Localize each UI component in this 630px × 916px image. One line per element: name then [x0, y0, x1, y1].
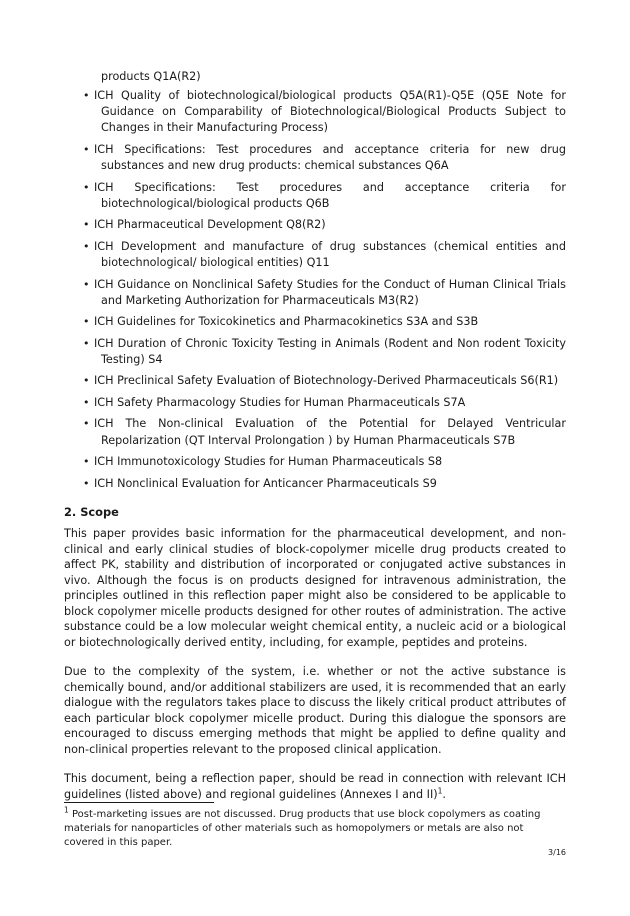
- bullet-icon: •: [83, 180, 90, 194]
- footnote-text: Post-marketing issues are not discussed. Drug products that use block copolymers as coating materials for nanoparticles of other materials such as homopolymers or metals are also not covered in this paper.: [64, 809, 541, 848]
- scope-paragraph-3-text: This document, being a reflection paper, should be read in connection with relevant ICH guidelines (listed above) and regional guidelines (Annexes I and II): [64, 772, 566, 801]
- reference-text: ICH Quality of biotechnological/biological products Q5A(R1)-Q5E (Q5E Note for Guidance on Comparability of Biotechnological/Biological Products Subject to Changes in their Manufacturing Process): [94, 89, 566, 135]
- reference-list: [64, 88, 566, 497]
- reference-text: ICH Specifications: Test procedures and acceptance criteria for biotechnological/biological products Q6B: [94, 180, 566, 210]
- bullet-icon: •: [83, 218, 90, 232]
- reference-text: ICH Immunotoxicology Studies for Human Pharmaceuticals S8: [94, 455, 443, 469]
- reference-item: [64, 336, 566, 368]
- bullet-icon: •: [83, 417, 90, 431]
- scope-paragraph-3: [64, 771, 566, 802]
- bullet-icon: •: [83, 239, 90, 253]
- reference-item: [64, 88, 566, 137]
- reference-text: ICH Preclinical Safety Evaluation of Biotechnology-Derived Pharmaceuticals S6(R1): [94, 374, 559, 388]
- reference-text: ICH Guidelines for Toxicokinetics and Pharmacokinetics S3A and S3B: [94, 315, 479, 329]
- reference-item: [64, 217, 566, 233]
- page-number: 3/16: [548, 848, 566, 857]
- bullet-icon: •: [83, 336, 90, 350]
- bullet-icon: •: [83, 455, 90, 469]
- reference-text: ICH Guidance on Nonclinical Safety Studies for the Conduct of Human Clinical Trials and Marketing Authorization for Pharmaceuticals M3(R2): [94, 277, 566, 307]
- reference-text: ICH The Non-clinical Evaluation of the Potential for Delayed Ventricular Repolarization (QT Interval Prolongation ) by Human Pharmaceuticals S7B: [94, 417, 566, 447]
- reference-item: [64, 395, 566, 411]
- reference-item: [64, 277, 566, 309]
- reference-item: [64, 373, 566, 389]
- reference-item: [64, 454, 566, 470]
- reference-item: [64, 314, 566, 330]
- bullet-icon: •: [83, 315, 90, 329]
- reference-text: ICH Duration of Chronic Toxicity Testing in Animals (Rodent and Non rodent Toxicity Testing) S4: [94, 336, 566, 366]
- bullet-icon: •: [83, 476, 90, 490]
- reference-item: [64, 142, 566, 174]
- footnote-divider: [64, 802, 214, 803]
- reference-item: [64, 239, 566, 271]
- reference-item: [64, 180, 566, 212]
- reference-continuation: products Q1A(R2): [101, 70, 201, 83]
- bullet-icon: •: [83, 142, 90, 156]
- reference-text: ICH Pharmaceutical Development Q8(R2): [94, 218, 326, 232]
- scope-paragraph-1: This paper provides basic information for the pharmaceutical development, and non-clinical and early clinical studies of block-copolymer micelle drug products created to affect PK, stability and distribution of incorporated or conjugated active substances in vivo. Although the focus is on products designed for intravenous administration, the principles outlined in this reflection paper might also be considered to be applicable to block copolymer micelle products designed for other routes of administration. The active substance could be a low molecular weight chemical entity, a nucleic acid or a biological or biotechnologically derived entity, including, for example, peptides and proteins.: [64, 527, 566, 649]
- scope-paragraph-3-end: .: [442, 787, 446, 801]
- reference-text: ICH Specifications: Test procedures and acceptance criteria for new drug substances and new drug products: chemical substances Q6A: [94, 142, 566, 173]
- bullet-icon: •: [83, 89, 90, 102]
- bullet-icon: •: [83, 374, 90, 388]
- scope-paragraph-2: Due to the complexity of the system, i.e. whether or not the active substance is chemically bound, and/or additional stabilizers are used, it is recommended that an early dialogue with the regulators takes place to discuss the likely critical product attributes of each particular block copolymer micelle product. During this dialogue the sponsors are encouraged to discuss emerging methods that might be applied to define quality and non-clinical properties relevant to the proposed clinical application.: [64, 665, 566, 756]
- reference-text: ICH Nonclinical Evaluation for Anticancer Pharmaceuticals S9: [94, 476, 437, 490]
- reference-text: ICH Development and manufacture of drug substances (chemical entities and biotechnological/ biological entities) Q11: [94, 239, 566, 270]
- bullet-icon: •: [83, 277, 90, 291]
- reference-item: [64, 416, 566, 448]
- footnote-reference: 1: [437, 785, 443, 795]
- reference-item: [64, 476, 566, 492]
- footnote: [64, 805, 564, 850]
- footnote-marker: 1: [64, 805, 69, 815]
- reference-text: ICH Safety Pharmacology Studies for Human Pharmaceuticals S7A: [94, 395, 466, 409]
- section-heading: 2. Scope: [64, 505, 119, 519]
- bullet-icon: •: [83, 395, 90, 409]
